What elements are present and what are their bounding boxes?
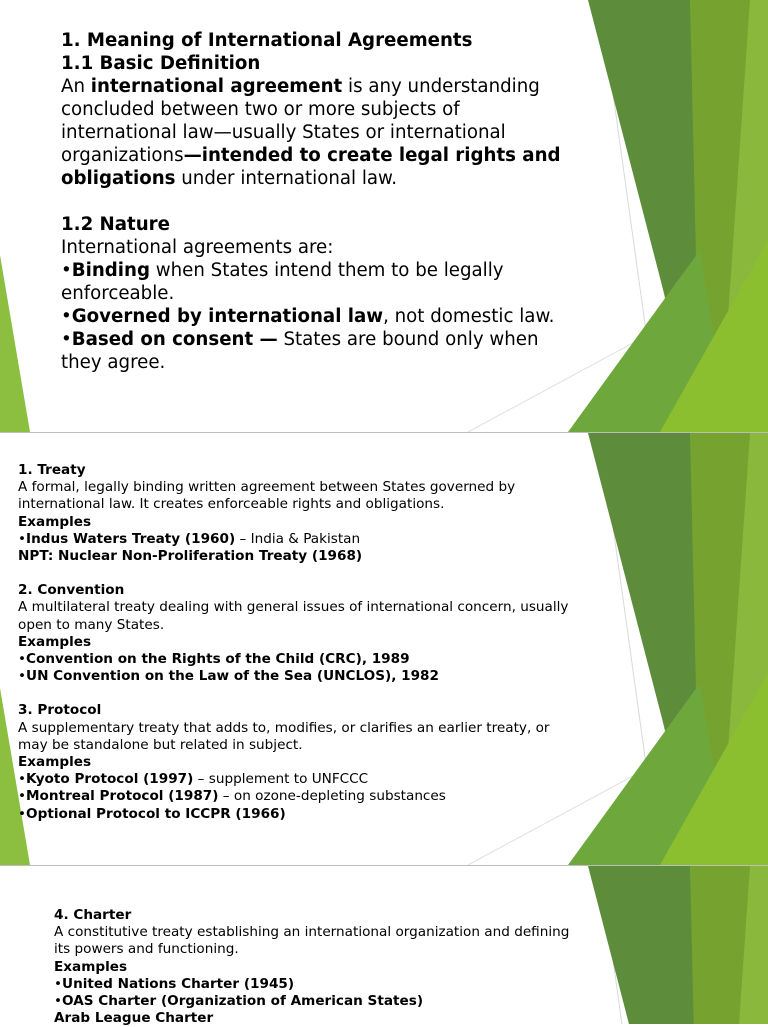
nature-intro: International agreements are: — [61, 237, 334, 258]
section-title-charter: 4. Charter — [54, 907, 132, 923]
nature-bullet: •Binding when States intend them to be legally enforceable. — [61, 260, 504, 304]
example-item: Arab League Charter — [54, 1010, 214, 1027]
section-description: A formal, legally binding written agreement between States governed by international law. It creates enforceable rights and obligations. — [18, 479, 516, 513]
examples-label: Examples — [18, 633, 92, 650]
example-item: •Kyoto Protocol (1997) – supplement to UNFCCC — [18, 771, 369, 788]
example-item: NPT: Nuclear Non-Proliferation Treaty (1968) — [18, 548, 363, 565]
example-item: •Indus Waters Treaty (1960) – India & Pakistan — [18, 530, 361, 547]
example-item: •OAS Charter (Organization of American States) — [54, 993, 424, 1010]
examples-label: Examples — [54, 958, 128, 975]
examples-label: Examples — [18, 513, 92, 530]
slide-2-content — [18, 462, 578, 823]
heading-nature: 1.2 Nature — [61, 214, 170, 235]
nature-bullet: •Based on consent — States are bound only when they agree. — [61, 329, 539, 373]
heading-basic-definition: 1.1 Basic Definition — [61, 53, 261, 74]
heading-meaning: 1. Meaning of International Agreements — [61, 30, 473, 51]
slide-1 — [0, 0, 768, 432]
example-item: •Montreal Protocol (1987) – on ozone-depleting substances — [18, 788, 446, 805]
section-title-convention: 2. Convention — [18, 582, 125, 599]
definition-paragraph: An international agreement is any understanding concluded between two or more subjects of international law—usually States or international organizations—intended to create legal rights and obligations under international law. — [61, 76, 561, 189]
example-item: •Convention on the Rights of the Child (CRC), 1989 — [18, 651, 410, 668]
slide-1-content — [61, 29, 581, 374]
section-description: A constitutive treaty establishing an international organization and defining its powers and functioning. — [54, 924, 570, 958]
nature-bullet: •Governed by international law, not domestic law. — [61, 306, 555, 327]
section-description: A supplementary treaty that adds to, modifies, or clarifies an earlier treaty, or may be standalone but related in subject. — [18, 719, 550, 753]
slide-3-content — [54, 907, 584, 1027]
section-description: A multilateral treaty dealing with general issues of international concern, usually open to many States. — [18, 599, 569, 633]
example-item: •United Nations Charter (1945) — [54, 975, 295, 992]
section-title-treaty: 1. Treaty — [18, 462, 86, 478]
examples-label: Examples — [18, 754, 92, 771]
example-item: •UN Convention on the Law of the Sea (UNCLOS), 1982 — [18, 668, 439, 685]
section-title-protocol: 3. Protocol — [18, 702, 102, 719]
example-item: •Optional Protocol to ICCPR (1966) — [18, 805, 286, 822]
